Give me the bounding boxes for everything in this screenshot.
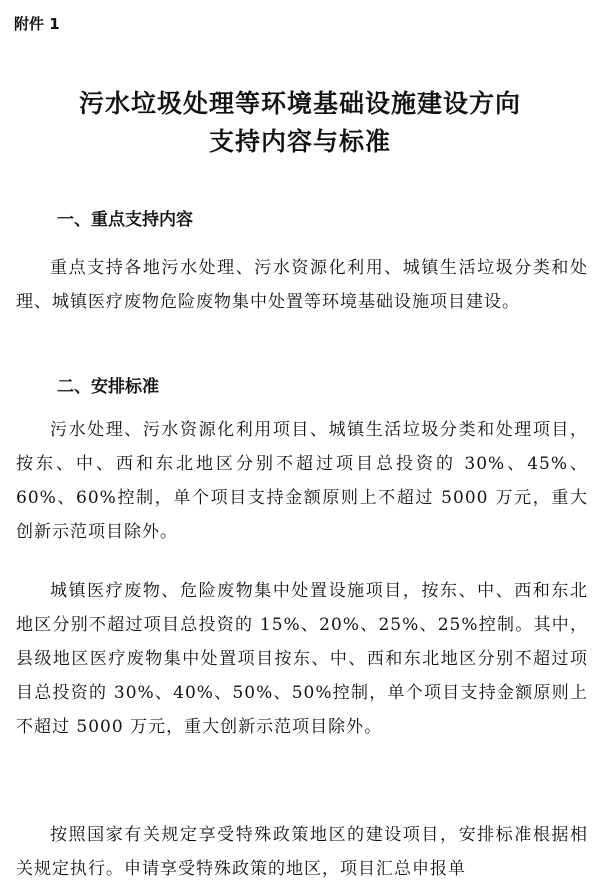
section-heading-arrangement-standard: 二、安排标准	[57, 377, 159, 397]
paragraph-special-policy-standard: 按照国家有关规定享受特殊政策地区的建设项目，安排标准根据相关规定执行。申请享受特殊政策的地区，项目汇总申报单	[16, 825, 588, 879]
document-title-line-2: 支持内容与标准	[208, 127, 391, 156]
attachment-label: 附件 1	[14, 15, 60, 33]
section-heading-key-support: 一、重点支持内容	[57, 210, 193, 230]
paragraph-medical-hazardous-waste-standard: 城镇医疗废物、危险废物集中处置设施项目，按东、中、西和东北地区分别不超过项目总投资的 15%、20%、25%、25%控制。其中，县级地区医疗废物集中处置项目按东、中、西和东北地区分别不超过项目总投资的 30%、40%、50%、50%控制，单个项目支持金额原则上不超过 5000 万元，重大创新示范项目除外。	[16, 581, 588, 737]
paragraph-sewage-waste-standard: 污水处理、污水资源化利用项目、城镇生活垃圾分类和处理项目，按东、中、西和东北地区分别不超过项目总投资的 30%、45%、60%、60%控制，单个项目支持金额原则上不超过 5000 万元，重大创新示范项目除外。	[16, 420, 588, 542]
document-title-line-1: 污水垃圾处理等环境基础设施建设方向	[78, 89, 521, 118]
paragraph-key-support: 重点支持各地污水处理、污水资源化利用、城镇生活垃圾分类和处理、城镇医疗废物危险废物集中处置等环境基础设施项目建设。	[16, 258, 588, 312]
